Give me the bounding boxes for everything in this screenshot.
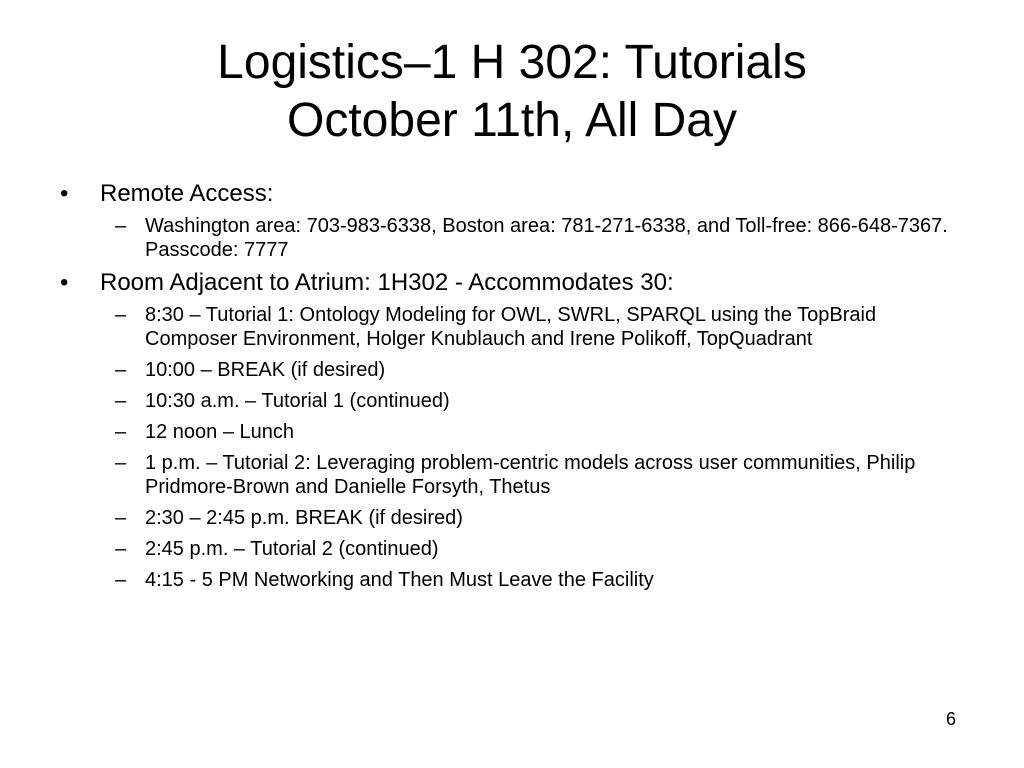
- sub-list-remote-access: [60, 214, 960, 262]
- schedule-item-text: 8:30 – Tutorial 1: Ontology Modeling for OWL, SWRL, SPARQL using the TopBraid Composer Environment, Holger Knublauch and Irene Polikoff, TopQuadrant: [145, 304, 877, 350]
- schedule-item: [60, 451, 955, 499]
- dash-glyph: –: [115, 452, 127, 474]
- schedule-item-text: 4:15 - 5 PM Networking and Then Must Leave the Facility: [145, 569, 654, 591]
- schedule-item: [60, 420, 955, 444]
- slide-title: [0, 34, 1024, 150]
- bullet-text: Room Adjacent to Atrium: 1H302 - Accommodates 30:: [100, 269, 674, 296]
- schedule-item: [60, 537, 955, 561]
- sub-item-text: Washington area: 703-983-6338, Boston area: 781-271-6338, and Toll-free: 866-648-7367. Passcode: 7777: [145, 215, 948, 261]
- dash-glyph: –: [115, 569, 127, 591]
- page-number: 6: [946, 709, 957, 729]
- schedule-item-text: 2:30 – 2:45 p.m. BREAK (if desired): [145, 507, 463, 529]
- schedule-item-text: 2:45 p.m. – Tutorial 2 (continued): [145, 538, 439, 560]
- dash-glyph: –: [115, 390, 127, 412]
- dash-glyph: –: [115, 507, 127, 529]
- dash-glyph: –: [115, 421, 127, 443]
- bullet-glyph: •: [60, 269, 69, 296]
- title-line-2: October 11th, All Day: [287, 94, 737, 147]
- schedule-item: [60, 358, 955, 382]
- dash-glyph: –: [115, 215, 127, 237]
- slide-body: [60, 180, 960, 599]
- bullet-room: [60, 269, 960, 297]
- bullet-remote-access: [60, 180, 960, 208]
- schedule-item: [60, 389, 955, 413]
- schedule-item: [60, 506, 955, 530]
- schedule-item-text: 1 p.m. – Tutorial 2: Leveraging problem-centric models across user communities, Philip Pridmore-Brown and Danielle Forsyth, Thetus: [145, 452, 916, 498]
- schedule-item-text: 10:00 – BREAK (if desired): [145, 359, 386, 381]
- bullet-glyph: •: [60, 180, 69, 207]
- sub-list-schedule: [60, 303, 960, 592]
- bullet-text: Remote Access:: [100, 180, 274, 207]
- dash-glyph: –: [115, 359, 127, 381]
- dash-glyph: –: [115, 538, 127, 560]
- title-line-1: Logistics–1 H 302: Tutorials: [217, 36, 807, 89]
- schedule-item-text: 10:30 a.m. – Tutorial 1 (continued): [145, 390, 450, 412]
- schedule-item: [60, 568, 955, 592]
- schedule-item: [60, 303, 955, 351]
- sub-item-phone-numbers: [60, 214, 955, 262]
- dash-glyph: –: [115, 304, 127, 326]
- schedule-item-text: 12 noon – Lunch: [145, 421, 295, 443]
